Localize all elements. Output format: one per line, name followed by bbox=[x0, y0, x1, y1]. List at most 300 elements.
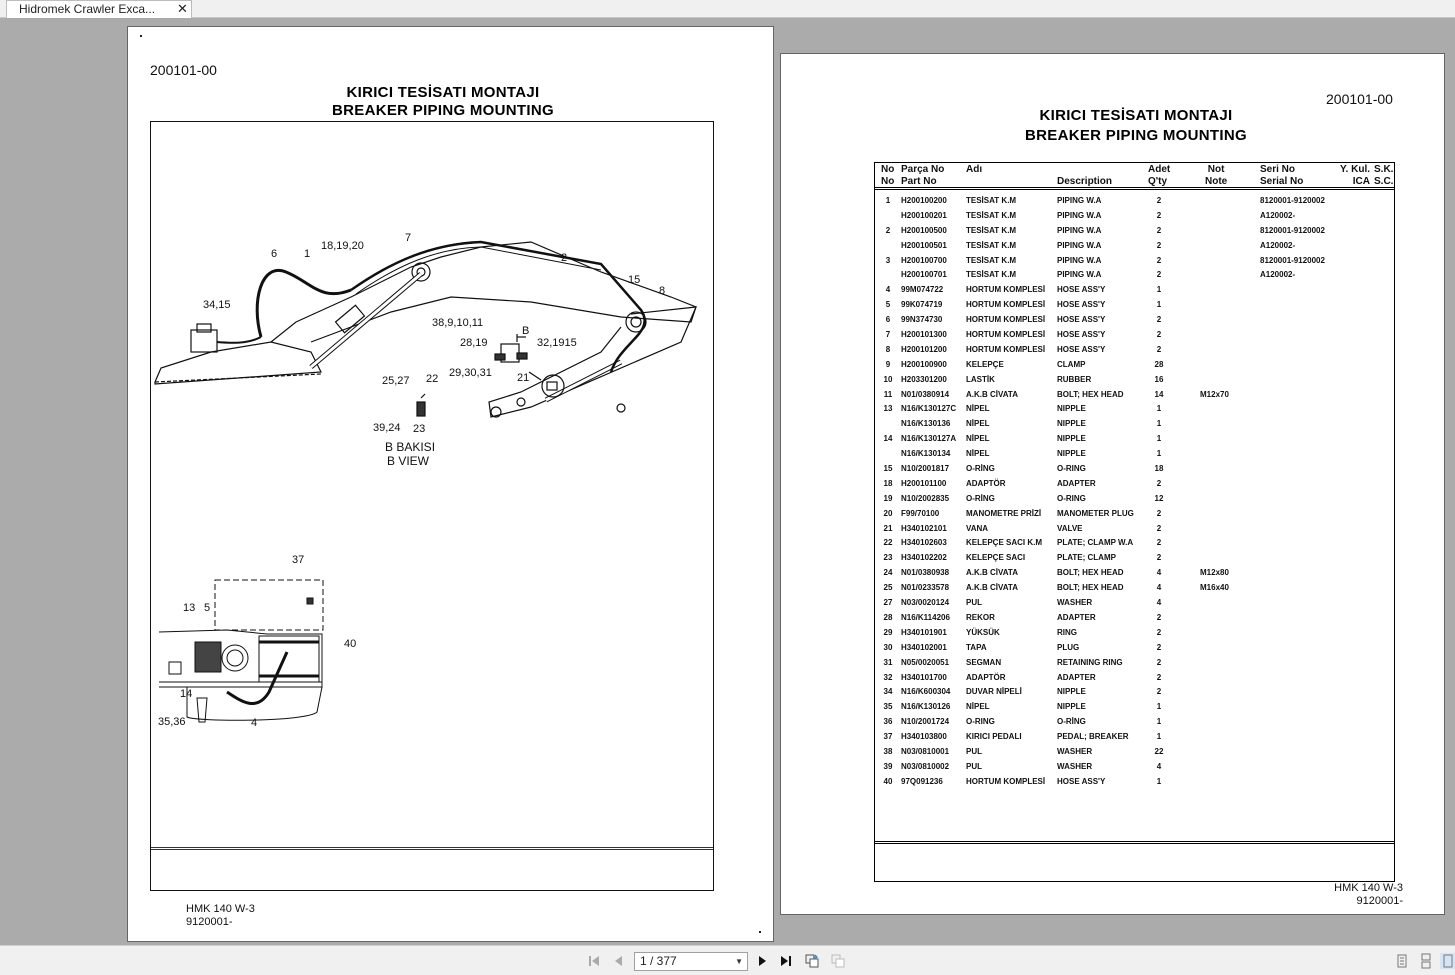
callout-38-9-10-11: 38,9,10,11 bbox=[432, 317, 484, 329]
quantity: 22 bbox=[1154, 746, 1164, 756]
row-no: 30 bbox=[883, 642, 893, 652]
table-row bbox=[875, 432, 1394, 447]
part-no: N10/2002835 bbox=[901, 493, 950, 503]
description: WASHER bbox=[1057, 746, 1093, 756]
table-row bbox=[875, 358, 1394, 373]
callout-29-30-31: 29,30,31 bbox=[449, 367, 492, 379]
row-no: 21 bbox=[883, 523, 893, 533]
row-no: 36 bbox=[883, 717, 893, 727]
part-name: DUVAR NİPELİ bbox=[966, 687, 1022, 697]
table-body bbox=[875, 194, 1394, 790]
description: O-RING bbox=[1057, 464, 1086, 474]
previous-view-icon[interactable] bbox=[804, 953, 820, 969]
part-no: H340103800 bbox=[901, 732, 947, 742]
row-no: 11 bbox=[883, 389, 893, 399]
table-row bbox=[875, 700, 1394, 715]
part-name: HORTUM KOMPLESİ bbox=[966, 330, 1046, 340]
part-no: H340102202 bbox=[901, 553, 947, 563]
part-no: H200100701 bbox=[901, 270, 947, 280]
quantity: 2 bbox=[1156, 508, 1162, 518]
description: PLUG bbox=[1057, 642, 1080, 652]
part-no: N16/K130134 bbox=[901, 449, 951, 459]
table-row bbox=[875, 596, 1394, 611]
quantity: 2 bbox=[1156, 255, 1162, 265]
row-no: 13 bbox=[883, 404, 893, 414]
table-row bbox=[875, 656, 1394, 671]
quantity: 1 bbox=[1156, 300, 1162, 310]
row-no: 35 bbox=[883, 702, 893, 712]
description: O-RİNG bbox=[1057, 717, 1086, 727]
doc-code: 200101-00 bbox=[150, 62, 217, 78]
part-no: H340101901 bbox=[901, 627, 947, 637]
page-footer bbox=[186, 903, 255, 929]
part-name: O-RING bbox=[966, 717, 995, 727]
table-row bbox=[875, 209, 1394, 224]
part-name: HORTUM KOMPLESİ bbox=[966, 776, 1046, 786]
description: NIPPLE bbox=[1057, 419, 1086, 429]
part-no: N16/K130127A bbox=[901, 434, 957, 444]
part-no: H200100700 bbox=[901, 255, 947, 265]
table-row bbox=[875, 730, 1394, 745]
drawing-frame bbox=[150, 121, 714, 891]
description: WASHER bbox=[1057, 761, 1093, 771]
callout-23: 23 bbox=[413, 423, 426, 435]
part-no: 97Q091236 bbox=[901, 776, 943, 786]
note: M16x40 bbox=[1200, 583, 1229, 593]
part-no: N03/0810001 bbox=[901, 746, 950, 756]
part-no: F99/70100 bbox=[901, 508, 940, 518]
part-no: 99N374730 bbox=[901, 315, 943, 325]
part-name: YÜKSÜK bbox=[966, 627, 1000, 637]
last-page-icon[interactable] bbox=[778, 953, 794, 969]
note: M12x70 bbox=[1200, 389, 1229, 399]
callout-22: 22 bbox=[426, 373, 439, 385]
part-no: N03/0810002 bbox=[901, 761, 950, 771]
part-no: N16/K130126 bbox=[901, 702, 951, 712]
callout-35-36: 35,36 bbox=[158, 716, 186, 728]
header-note: Not Note bbox=[1205, 164, 1228, 187]
part-no: N03/0020124 bbox=[901, 598, 950, 608]
table-row bbox=[875, 373, 1394, 388]
part-name: ADAPTÖR bbox=[966, 478, 1006, 488]
row-no: 22 bbox=[883, 538, 893, 548]
row-no: 7 bbox=[885, 330, 891, 340]
row-no: 37 bbox=[883, 732, 893, 742]
quantity: 4 bbox=[1156, 568, 1162, 578]
page-parts-list bbox=[780, 53, 1445, 915]
navigation-toolbar bbox=[0, 945, 1455, 975]
description: BOLT; HEX HEAD bbox=[1057, 389, 1124, 399]
part-no: H200100500 bbox=[901, 225, 947, 235]
row-no: 10 bbox=[883, 374, 893, 384]
description: PIPING W.A bbox=[1057, 196, 1102, 205]
row-no: 1 bbox=[885, 196, 891, 205]
frame-divider bbox=[151, 847, 713, 850]
description: MANOMETER PLUG bbox=[1057, 508, 1134, 518]
row-no: 39 bbox=[883, 761, 893, 771]
description: O-RING bbox=[1057, 493, 1086, 503]
table-row bbox=[875, 343, 1394, 358]
title-tr: KIRICI TESİSATI MONTAJI bbox=[346, 84, 540, 101]
title-en: BREAKER PIPING MOUNTING bbox=[1025, 127, 1247, 144]
callout-2: 2 bbox=[561, 252, 568, 264]
boom-arm-drawing bbox=[151, 202, 711, 432]
footer-serial: 9120001- bbox=[1356, 895, 1403, 907]
callout-32-19-15: 32,1915 bbox=[537, 337, 577, 349]
description: BOLT; HEX HEAD bbox=[1057, 583, 1124, 593]
description: PIPING W.A bbox=[1057, 240, 1102, 250]
part-no: N10/2001724 bbox=[901, 717, 950, 727]
part-no: H200100200 bbox=[901, 196, 947, 205]
part-no: N01/0380914 bbox=[901, 389, 950, 399]
page-drawing bbox=[127, 26, 774, 942]
table-row bbox=[875, 298, 1394, 313]
table-row bbox=[875, 745, 1394, 760]
quantity: 1 bbox=[1156, 285, 1162, 295]
row-no: 24 bbox=[883, 568, 893, 578]
header-ykul: Y. Kul. ICA bbox=[1340, 164, 1371, 187]
page-title bbox=[298, 84, 588, 120]
table-row bbox=[875, 566, 1394, 581]
callout-21: 21 bbox=[517, 372, 530, 384]
part-name: KELEPÇE SACI bbox=[966, 553, 1026, 563]
quantity: 16 bbox=[1154, 374, 1164, 384]
parts-table bbox=[874, 162, 1395, 882]
facing-icon[interactable] bbox=[1440, 953, 1455, 969]
quantity: 18 bbox=[1154, 464, 1164, 474]
row-no: 28 bbox=[883, 612, 893, 622]
serial-no: A120002- bbox=[1260, 270, 1296, 280]
part-name: HORTUM KOMPLESİ bbox=[966, 344, 1046, 354]
part-no: N16/K600304 bbox=[901, 687, 951, 697]
table-row bbox=[875, 239, 1394, 254]
row-no: 14 bbox=[883, 434, 893, 444]
single-page-icon[interactable] bbox=[1394, 953, 1410, 969]
table-row bbox=[875, 715, 1394, 730]
row-no: 29 bbox=[883, 627, 893, 637]
row-no: 9 bbox=[885, 359, 891, 369]
part-name: PUL bbox=[966, 598, 982, 608]
description: HOSE ASS'Y bbox=[1057, 330, 1106, 340]
table-row bbox=[875, 224, 1394, 239]
callout-40: 40 bbox=[344, 638, 357, 650]
row-no: 15 bbox=[883, 464, 893, 474]
table-row bbox=[875, 254, 1394, 269]
page-footer bbox=[1323, 882, 1403, 908]
footer-serial: 9120001- bbox=[186, 916, 233, 928]
row-no: 23 bbox=[883, 553, 893, 563]
part-name: TESİSAT K.M bbox=[966, 270, 1017, 280]
quantity: 1 bbox=[1156, 404, 1162, 414]
row-no: 40 bbox=[883, 776, 893, 786]
description: ADAPTER bbox=[1057, 478, 1096, 488]
quantity: 4 bbox=[1156, 583, 1162, 593]
quantity: 1 bbox=[1156, 449, 1162, 459]
serial-no: A120002- bbox=[1260, 240, 1296, 250]
callout-5: 5 bbox=[204, 602, 211, 614]
description: WASHER bbox=[1057, 598, 1093, 608]
b-view-label-tr: B BAKISI bbox=[385, 440, 436, 454]
row-no: 4 bbox=[885, 285, 891, 295]
part-name: TAPA bbox=[966, 642, 987, 652]
description: HOSE ASS'Y bbox=[1057, 315, 1106, 325]
part-no: 99K074719 bbox=[901, 300, 943, 310]
part-name: HORTUM KOMPLESİ bbox=[966, 300, 1046, 310]
tab-bar bbox=[0, 0, 1455, 18]
part-name: A.K.B CİVATA bbox=[966, 389, 1018, 399]
serial-no: 8120001-9120002 bbox=[1260, 225, 1325, 235]
page-indicator: 1 / 377 bbox=[640, 954, 677, 968]
serial-no: 8120001-9120002 bbox=[1260, 196, 1325, 205]
header-no: No No bbox=[881, 164, 895, 187]
doc-code: 200101-00 bbox=[1326, 91, 1393, 107]
part-no: H200100900 bbox=[901, 359, 947, 369]
quantity: 2 bbox=[1156, 196, 1162, 205]
quantity: 2 bbox=[1156, 553, 1162, 563]
description: ADAPTER bbox=[1057, 672, 1096, 682]
chevron-down-icon: ▼ bbox=[735, 957, 743, 966]
table-row bbox=[875, 551, 1394, 566]
callout-4: 4 bbox=[251, 717, 258, 729]
quantity: 2 bbox=[1156, 523, 1162, 533]
part-no: H340102101 bbox=[901, 523, 947, 533]
table-row bbox=[875, 760, 1394, 775]
serial-no: 8120001-9120002 bbox=[1260, 255, 1325, 265]
quantity: 1 bbox=[1156, 419, 1162, 429]
quantity: 2 bbox=[1156, 315, 1162, 325]
table-row bbox=[875, 522, 1394, 537]
part-no: N05/0020051 bbox=[901, 657, 950, 667]
part-name: REKOR bbox=[966, 612, 995, 622]
part-no: 99M074722 bbox=[901, 285, 944, 295]
table-row bbox=[875, 626, 1394, 641]
description: NIPPLE bbox=[1057, 702, 1086, 712]
table-row bbox=[875, 328, 1394, 343]
part-name: TESİSAT K.M bbox=[966, 210, 1017, 220]
part-name: HORTUM KOMPLESİ bbox=[966, 315, 1046, 325]
description: BOLT; HEX HEAD bbox=[1057, 568, 1124, 578]
part-no: H200100201 bbox=[901, 210, 947, 220]
quantity: 2 bbox=[1156, 240, 1162, 250]
header-serial: Seri No Serial No bbox=[1260, 164, 1304, 187]
description: RING bbox=[1057, 627, 1077, 637]
quantity: 2 bbox=[1156, 627, 1162, 637]
part-name: TESİSAT K.M bbox=[966, 240, 1017, 250]
callout-B: B bbox=[522, 325, 530, 337]
page-mark bbox=[140, 35, 142, 37]
part-name: HORTUM KOMPLESİ bbox=[966, 285, 1046, 295]
footer-model: HMK 140 W-3 bbox=[1334, 882, 1403, 894]
table-row bbox=[875, 313, 1394, 328]
row-no: 8 bbox=[885, 344, 891, 354]
callout-37: 37 bbox=[292, 554, 305, 566]
document-tab[interactable] bbox=[6, 0, 192, 18]
serial-no: A120002- bbox=[1260, 210, 1296, 220]
part-name: PUL bbox=[966, 746, 982, 756]
quantity: 1 bbox=[1156, 776, 1162, 786]
row-no: 3 bbox=[885, 255, 891, 265]
part-name: A.K.B CİVATA bbox=[966, 583, 1018, 593]
header-sk: S.K. S.C. bbox=[1374, 164, 1394, 187]
quantity: 2 bbox=[1156, 642, 1162, 652]
description: RUBBER bbox=[1057, 374, 1092, 384]
table-row bbox=[875, 447, 1394, 462]
part-name: O-RİNG bbox=[966, 464, 995, 474]
row-no: 27 bbox=[883, 598, 893, 608]
description: NIPPLE bbox=[1057, 449, 1086, 459]
callout-7: 7 bbox=[405, 232, 412, 244]
prev-page-icon[interactable] bbox=[611, 953, 627, 969]
next-page-icon[interactable] bbox=[754, 953, 770, 969]
part-name: TESİSAT K.M bbox=[966, 196, 1017, 205]
quantity: 1 bbox=[1156, 434, 1162, 444]
first-page-icon[interactable] bbox=[586, 953, 602, 969]
quantity: 2 bbox=[1156, 344, 1162, 354]
quantity: 2 bbox=[1156, 672, 1162, 682]
tab-title: Hidromek Crawler Exca... bbox=[19, 2, 156, 16]
part-name: NİPEL bbox=[966, 419, 990, 429]
cab-floor-drawing bbox=[157, 572, 357, 732]
callout-28-19: 28,19 bbox=[460, 337, 488, 349]
part-name: SEGMAN bbox=[966, 657, 1002, 667]
table-row bbox=[875, 417, 1394, 432]
description: PEDAL; BREAKER bbox=[1057, 732, 1129, 742]
table-row bbox=[875, 685, 1394, 700]
row-no: 20 bbox=[883, 508, 893, 518]
part-no: H200101100 bbox=[901, 478, 947, 488]
quantity: 2 bbox=[1156, 612, 1162, 622]
page-number-select[interactable] bbox=[634, 952, 748, 971]
part-name: NİPEL bbox=[966, 702, 990, 712]
quantity: 14 bbox=[1154, 389, 1164, 399]
table-row bbox=[875, 194, 1394, 209]
part-no: H200100501 bbox=[901, 240, 947, 250]
description: PIPING W.A bbox=[1057, 210, 1102, 220]
quantity: 1 bbox=[1156, 717, 1162, 727]
row-no: 5 bbox=[885, 300, 891, 310]
part-name: KELEPÇE SACI K.M bbox=[966, 538, 1043, 548]
description: PLATE; CLAMP W.A bbox=[1057, 538, 1134, 548]
description: NIPPLE bbox=[1057, 404, 1086, 414]
quantity: 2 bbox=[1156, 330, 1162, 340]
quantity: 2 bbox=[1156, 270, 1162, 280]
part-name: ADAPTÖR bbox=[966, 672, 1006, 682]
header-qty: Adet Q'ty bbox=[1148, 164, 1171, 187]
footer-model: HMK 140 W-3 bbox=[186, 903, 255, 915]
callout-6: 6 bbox=[271, 248, 278, 260]
table-row bbox=[875, 402, 1394, 417]
quantity: 28 bbox=[1154, 359, 1164, 369]
part-name: NİPEL bbox=[966, 404, 990, 414]
quantity: 2 bbox=[1156, 478, 1162, 488]
next-view-icon[interactable] bbox=[830, 953, 846, 969]
table-row bbox=[875, 775, 1394, 790]
description: PIPING W.A bbox=[1057, 270, 1102, 280]
table-row bbox=[875, 268, 1394, 283]
part-name: TESİSAT K.M bbox=[966, 225, 1017, 235]
part-name: PUL bbox=[966, 761, 982, 771]
table-row bbox=[875, 581, 1394, 596]
description: PLATE; CLAMP bbox=[1057, 553, 1116, 563]
quantity: 4 bbox=[1156, 598, 1162, 608]
part-no: H340102001 bbox=[901, 642, 947, 652]
callout-34-15: 34,15 bbox=[203, 299, 231, 311]
quantity: 2 bbox=[1156, 687, 1162, 697]
quantity: 1 bbox=[1156, 702, 1162, 712]
callout-18-19-20: 18,19,20 bbox=[321, 240, 364, 252]
part-no: H203301200 bbox=[901, 374, 947, 384]
table-row bbox=[875, 671, 1394, 686]
callout-8: 8 bbox=[659, 285, 666, 297]
part-no: H200101200 bbox=[901, 344, 947, 354]
note: M12x80 bbox=[1200, 568, 1229, 578]
quantity: 2 bbox=[1156, 225, 1162, 235]
document-viewer[interactable] bbox=[0, 18, 1455, 945]
continuous-icon[interactable] bbox=[1418, 953, 1434, 969]
b-view-label-en: B VIEW bbox=[387, 454, 430, 468]
table-row bbox=[875, 477, 1394, 492]
part-name: LASTİK bbox=[966, 374, 995, 384]
part-no: N01/0380938 bbox=[901, 568, 950, 578]
table-row bbox=[875, 507, 1394, 522]
part-no: N16/K130127C bbox=[901, 404, 957, 414]
table-row bbox=[875, 492, 1394, 507]
description: NIPPLE bbox=[1057, 687, 1086, 697]
row-no: 31 bbox=[883, 657, 893, 667]
header-name: Adı bbox=[966, 164, 983, 175]
part-name: NİPEL bbox=[966, 434, 990, 444]
part-no: N01/0233578 bbox=[901, 583, 950, 593]
description: HOSE ASS'Y bbox=[1057, 344, 1106, 354]
part-no: H340102603 bbox=[901, 538, 947, 548]
quantity: 12 bbox=[1154, 493, 1164, 503]
table-footer-divider bbox=[875, 841, 1394, 844]
close-tab-icon[interactable]: ✕ bbox=[177, 1, 188, 16]
page-mark bbox=[759, 931, 761, 933]
part-no: N16/K114206 bbox=[901, 612, 950, 622]
table-header bbox=[875, 163, 1394, 190]
part-name: A.K.B CİVATA bbox=[966, 568, 1018, 578]
description: PIPING W.A bbox=[1057, 225, 1102, 235]
header-part-no: Parça No Part No bbox=[901, 164, 945, 187]
table-row bbox=[875, 641, 1394, 656]
description: NIPPLE bbox=[1057, 434, 1086, 444]
description: PIPING W.A bbox=[1057, 255, 1102, 265]
part-name: TESİSAT K.M bbox=[966, 255, 1017, 265]
callout-1: 1 bbox=[304, 248, 311, 260]
part-no: H200101300 bbox=[901, 330, 947, 340]
description: ADAPTER bbox=[1057, 612, 1096, 622]
quantity: 4 bbox=[1156, 761, 1162, 771]
table-row bbox=[875, 283, 1394, 298]
callout-39-24: 39,24 bbox=[373, 422, 401, 434]
table-row bbox=[875, 611, 1394, 626]
quantity: 2 bbox=[1156, 657, 1162, 667]
quantity: 1 bbox=[1156, 732, 1162, 742]
description: VALVE bbox=[1057, 523, 1083, 533]
row-no: 34 bbox=[883, 687, 893, 697]
part-no: H340101700 bbox=[901, 672, 947, 682]
description: HOSE ASS'Y bbox=[1057, 285, 1106, 295]
part-no: N10/2001817 bbox=[901, 464, 950, 474]
title-tr: KIRICI TESİSATI MONTAJI bbox=[1039, 107, 1233, 124]
table-row bbox=[875, 462, 1394, 477]
part-no: N16/K130136 bbox=[901, 419, 951, 429]
row-no: 25 bbox=[883, 583, 893, 593]
table-row bbox=[875, 536, 1394, 551]
row-no: 38 bbox=[883, 746, 893, 756]
part-name: NİPEL bbox=[966, 449, 990, 459]
